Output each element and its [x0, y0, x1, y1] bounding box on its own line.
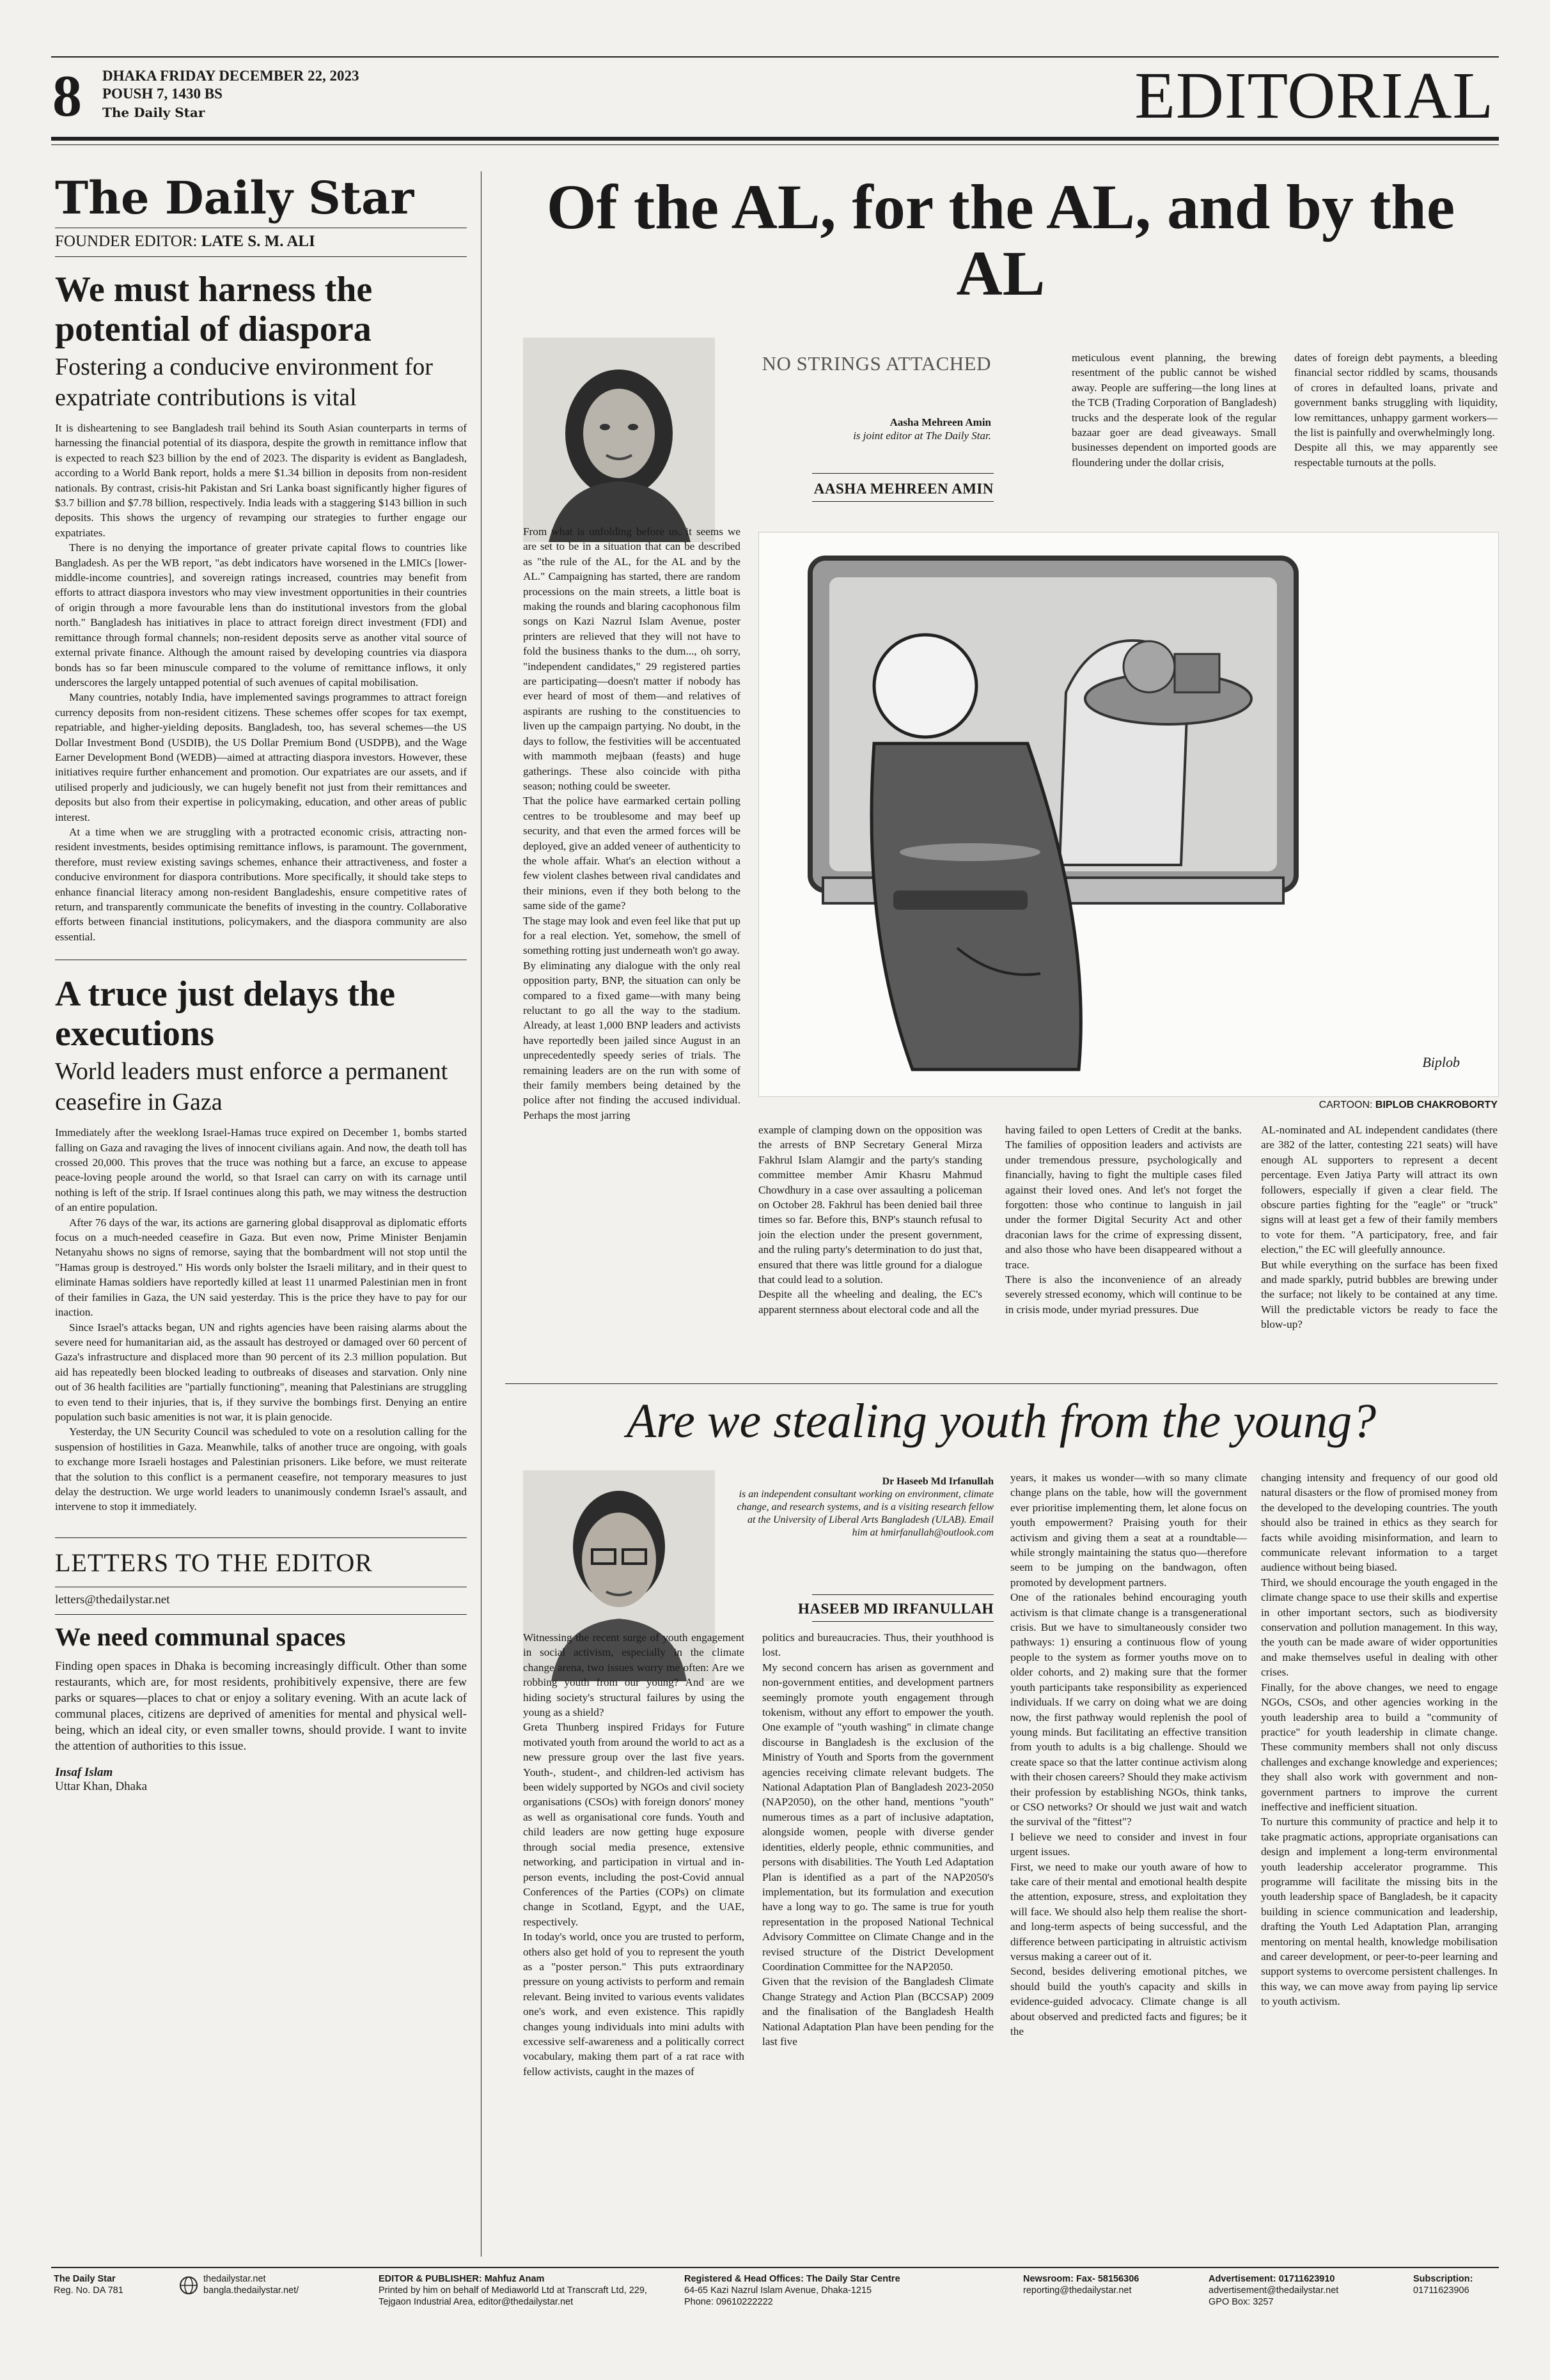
column-tag: NO STRINGS ATTACHED — [762, 352, 991, 375]
article-2-col-d — [1261, 1470, 1498, 2257]
author-bio-text: is an independent consultant working on environment, climate change, and research systems, and is a visiting research fellow at the University of Liberal Arts Bangladesh (ULAB). Email him at hmirfanullah@outlook.com — [737, 1489, 994, 1538]
cartoon-credit — [1215, 1100, 1498, 1111]
footer-editor-title: EDITOR & PUBLISHER: Mahfuz Anam — [379, 2274, 545, 2284]
editorial-2-subtitle: World leaders must enforce a permanent ceasefire in Gaza — [55, 1058, 448, 1116]
footer-ad-title: Advertisement: 01711623910 — [1209, 2274, 1335, 2284]
article-separator — [505, 1383, 1498, 1384]
footer-web-link[interactable]: thedailystar.net — [203, 2274, 266, 2284]
byline-haseeb: HASEEB MD IRFANULLAH — [797, 1601, 994, 1617]
article-text: dates of foreign debt payments, a bleeding financial sector riddled by scams, thousands of crores in defaulted loans, private and government banks struggling with liquidity, low remittances, unhappy garment workers—the list is painfully and overwhelmingly long. Despite all this, we may apparently see respectable turnouts at the polls. — [1294, 352, 1498, 469]
editorial-1-body — [55, 421, 467, 944]
editorial-paragraph: Since Israel's attacks began, UN and rights agencies have been raising alarms about the severe need for humanitarian aid, as the assault has destroyed or damaged over 60 percent of Gaza's infrastructure and displaced more than 90 percent of its 2.3 million population. But aid has repeatedly been blocked leading to outbreaks of diseases and starvation. Only nine out of 36 health facilities are "partially functioning", meaning that Palestinians are struggling to even tend to their injuries, that is, if they survive the bombings first. Denying an entire population such basic amenities is not war, it is plain genocide. — [55, 1321, 467, 1423]
article-1-headline: Of the AL, for the AL, and by the AL — [546, 171, 1455, 309]
editorial-paragraph: Many countries, notably India, have implemented savings programmes to attract foreign currency deposits from non-resident citizens. These schemes offer scopes for tax exempt, repatriable, and higher-yielding deposits. Bangladesh, too, has several schemes—the US Dollar Investment Bond (USDIB), the US Dollar Premium Bond (USDPB), and the Wage Earner Development Bond (WEDB)—aimed at attracting diaspora investors. However, these initiatives require further enhancement and promotion. Our expatriates are our assets, and if utilised properly and judiciously, we can hugely benefit not just from their remittances and deposits but also from their expertise in policymaking, education, and other areas of public interest. — [55, 691, 467, 823]
cartoon — [758, 532, 1499, 1097]
cartoon-illustration — [759, 533, 1498, 1096]
footer-newsroom — [1023, 2273, 1170, 2296]
left-column — [55, 173, 467, 2257]
author-bio-name: Aasha Mehreen Amin — [889, 416, 991, 428]
article-1-col-c-top — [1294, 350, 1498, 529]
footer-address: 64-65 Kazi Nazrul Islam Avenue, Dhaka-1215 — [684, 2285, 872, 2296]
footer-subscription — [1413, 2273, 1496, 2296]
editorial-paragraph: After 76 days of the war, its actions are garnering global disapproval as diplomatic efforts focus on a much-needed ceasefire in Gaza. But even now, Prime Minister Benjamin Netanyahu shows no signs of remorse, saying that the bombardment will not stop until the "Hamas group is destroyed." His words only bolster the Israeli military, and in their quest to eliminate Hamas soldiers have reportedly killed at least 11 unarmed Palestinian men in front of their families in Gaza, the UN said yesterday. This is the price they have to pay for our inaction. — [55, 1216, 467, 1319]
article-1-col-b2 — [758, 1123, 982, 1372]
article-text: years, it makes us wonder—with so many climate change plans on the table, how will the government ever prioritise implementing them, let alone focus on youth empowerment? Praising youth for their activism and giving them a seat at a roundtable—while strongly maintaining the status quo—therefore seem to be jumping on the bandwagon, often promoted by development partners. One of the rationales behind encouraging youth activism is that climate change is a transgenerational crisis. But we have to simultaneously consider two pathways: 1) ensuring a continuous flow of young people to the system as former youths move on to older cohorts, and 2) making sure that the former youth participants take responsibility as experienced individuals. If we carry on doing what we are doing now, the first pathway would replenish the pool of young minds. But facilitating an effective transition from youth to adults is a big challenge. Should we create space so that the latter continue activism along with their chosen careers? Should they make activism their profession by establishing NGOs, think tanks, or CSO networks? Or should we just wait and watch the survival of the "fittest"? I believe we need to consider and invest in four urgent issues. First, we need to make our youth aware of how to take care of their mental and emotional health despite the attention, exposure, stress, and exploitation they will face. We should also help them realise the short- and long-term aspects of being successful, and the difference between participating in altruistic activism versus making a career out of it. Second, besides delivering emotional pitches, we should build the youth's capacity and skills in evidence-guided advocacy. Climate change is all about observed and predicted facts and figures; be it the — [1010, 1472, 1247, 2038]
bengali-date: POUSH 7, 1430 BS — [102, 86, 223, 102]
cartoon-artist: BIPLOB CHAKROBORTY — [1375, 1100, 1498, 1110]
footer-bangla-link[interactable]: bangla.thedailystar.net/ — [203, 2285, 299, 2296]
letters-email-link[interactable]: letters@thedailystar.net — [55, 1592, 170, 1606]
editorial-paragraph: There is no denying the importance of greater private capital flows to countries like Bangladesh. As per the WB report, "as debt indicators have worsened in the LMICs [lower-middle-income countries], and sovereign ratings increased, countries may benefit from efforts to attract diaspora investors who may view investment opportunities in their countries of origin through a more favourable lens than do institutional investors from the global north." Bangladesh has initiatives in place to attract foreign direct investment (FDI) and remittance through formal channels; non-resident deposits serve as another vital source of external private finance. Although the amount raised by developing countries via diaspora bonds has so far been minuscule compared to the volume of remittance inflows, it only underscores the largely untapped potential of such avenues of capital mobilisation. — [55, 541, 467, 688]
editorial-paragraph: It is disheartening to see Bangladesh trail behind its South Asian counterparts in terms of harnessing the financial potential of its diaspora, despite the growth in remittance inflow that is expected to reach $23 billion by the end of 2023. The disparity is evident as Bangladesh, according to a World Bank report, holds a mere $1.34 billion in deposits from non-resident nationals. By contrast, crisis-hit Pakistan and Sri Lanka boast significantly higher figures of $3.7 billion and $7.78 billion, respectively. India leads with a staggering $143 billion in such deposits. This shows the urgency of revamping our strategies to further engage our expatriates. — [55, 422, 467, 539]
section-title: EDITORIAL — [1134, 59, 1494, 132]
byline-rule — [812, 501, 994, 502]
masthead-thin-rule — [51, 144, 1499, 145]
footer-offices-title: Registered & Head Offices: The Daily Star Centre — [684, 2274, 900, 2284]
article-2-col-a — [523, 1630, 744, 2257]
footer-ad-email[interactable]: advertisement@thedailystar.net — [1209, 2285, 1339, 2296]
footer-rule — [51, 2267, 1499, 2268]
article-text: having failed to open Letters of Credit at the banks. The families of opposition leaders and activists are under tremendous pressure, psychologically and financially, having to fight the multiple cases filed against their loved ones. And let's not forget the forgotten: those who continue to languish in jail under the former Digital Security Act and other draconian laws for the crime of expressing dissent, and also those who have been disappeared without a trace. There is also the inconvenience of an already severely stressed economy, which will continue to be in crisis mode, under myriad pressures. Due — [1005, 1124, 1242, 1316]
founder-name: LATE S. M. ALI — [201, 233, 315, 250]
author-bio-aasha — [742, 416, 991, 442]
article-1-col-c2 — [1005, 1123, 1242, 1372]
byline-aasha: AASHA MEHREEN AMIN — [813, 481, 994, 497]
article-text: example of clamping down on the opposition was the arrests of BNP Secretary General Mirza Fakhrul Islam Alamgir and the party's standing committee member Amir Khasru Mahmud Chowdhury in a case over assaulting a policeman on October 28. Fakhrul has been denied bail three times so far. Before this, BNP's staunch refusal to join the election under the present government, and the ruling party's determination to do just that, ensured that there was little ground for a dialogue that could lead to a solution. Despite all the wheeling and dealing, the EC's apparent sternness about electoral code and all the — [758, 1124, 982, 1316]
editorial-1-subtitle: Fostering a conducive environment for expatriate contributions is vital — [55, 354, 433, 411]
article-1-col-b-top — [1072, 350, 1276, 529]
footer-printer: Printed by him on behalf of Mediaworld Ltd at Transcraft Ltd, 229, — [379, 2285, 647, 2296]
footer-printer-address: Tejgaon Industrial Area, editor@thedailystar.net — [379, 2297, 574, 2307]
footer-advertisement — [1209, 2273, 1368, 2308]
editorial-paragraph: At a time when we are struggling with a protracted economic crisis, attracting non-resident investments, besides optimising remittance inflows, is paramount. The government, therefore, must review existing savings schemes, enhance their attractiveness, and foster a conducive environment for diaspora contributions. More specifically, it should take steps to enhance financial literacy among non-resident Bangladeshis, ensure competitive rates of return, and transparently communicate the benefits of investing in the country. Collaborative efforts between financial institutions, policymakers, and the diaspora community are also essential. — [55, 825, 467, 943]
founder-label: FOUNDER EDITOR: — [55, 233, 201, 250]
editorial-paragraph: Immediately after the weeklong Israel-Hamas truce expired on December 1, bombs started falling on Gaza and ravaging the lives of innocent civilians again. And now, the death toll has crossed 20,000. This proves that the truce was nothing but a farce, an excuse to appease peace-loving people around the world, so that Israel can carry on with its carnage until nothing is left of the strip. If Israel continues along this path, we may witness the destruction of an entire population. — [55, 1126, 467, 1214]
daily-star-logo: The Daily Star — [55, 173, 414, 224]
founder-line — [55, 231, 467, 253]
footer-phone: Phone: 09610222222 — [684, 2297, 773, 2307]
footer-po-box: GPO Box: 3257 — [1209, 2297, 1274, 2307]
letter-title: We need communal spaces — [55, 1622, 346, 1651]
editorial-1-title: We must harness the potential of diaspora — [55, 270, 373, 349]
byline-rule — [812, 1594, 994, 1595]
byline-rule — [812, 473, 994, 474]
author-photo-aasha — [523, 338, 715, 542]
footer-newsroom-email[interactable]: reporting@thedailystar.net — [1023, 2285, 1132, 2296]
page-number: 8 — [52, 63, 82, 128]
footer-reg: Reg. No. DA 781 — [54, 2285, 123, 2296]
footer-offices — [684, 2273, 927, 2308]
author-bio-name: Dr Haseeb Md Irfanullah — [882, 1476, 994, 1487]
letters-header: LETTERS TO THE EDITOR — [55, 1548, 373, 1577]
article-text: Witnessing the recent surge of youth engagement in social activism, especially in the climate change arena, two issues worry me often: Are we robbing youth from our young? And are we hiding society's structural failures by using the young as a shield? Greta Thunberg inspired Fridays for Future motivated youth from around the world to act as a new pressure group over the last five years. Youth-, student-, and children-led activism has been widely supported by NGOs and civil society organisations (CSOs) with foreign donors' money as well as organisational core funds. Youth and child leaders are now getting huge exposure through social media presence, extensive networking, and participation in virtual and in-person events, including the post-Covid annual Conferences of the Parties (COPs) on climate change in Scotland, Egypt, and the UAE, respectively. In today's world, once you are trusted to perform, others also get hold of you to represent the youth as a "poster person." This puts extraordinary pressure on young activists to perform and remain relevant. Being invited to various events validates one's work, and even existence. This rapidly changes young individuals into mini adults with excessive self-awareness and a politically correct vocabulary, making them part of a rat race with fellow activists, caught in the mazes of — [523, 1631, 744, 2078]
article-text: AL-nominated and AL independent candidates (there are 382 of the latter, contesting 221 seats) will have enough AL supporters to represent a decent percentage. Even Jatiya Party will attract its own followers, especially if given a clear field. The obscure parties fighting for the "eagle" or "truck" signs will at least get a few of their family members to vote for them. "A participatory, free, and fair election," the EC will gleefully announce. But while everything on the surface has been fixed and made sparkly, putrid bubbles are brewing under the surface; not likely to be contained at any time. Will the predictable victors be ready to face the blow-up? — [1261, 1124, 1498, 1331]
editorial-2-body — [55, 1125, 467, 1514]
article-text: politics and bureaucracies. Thus, their youthhood is lost. My second concern has arisen as government and non-government entities, and development partners seemingly promote youth engagement through tokenism, without any effort to empower the youth. One example of "youth washing" in climate change discourse in Bangladesh is the exclusion of the Ministry of Youth and Sports from the government agencies receiving climate relevant budgets. The National Adaptation Plan of Bangladesh 2023-2050 (NAP2050), on the other hand, mentions "youth" numerous times as a part of inclusive adaptation, alongside women, people with diverse gender identities, elderly people, ethnic communities, and persons with disabilities. The Youth Led Adaptation Plan is identified as a part of the NAP2050's implementation, but its formulation and execution have a long way to go. The same is true for youth representation in the proposed National Technical Advisory Committee on Climate Change and in the revised structure of the District Development Coordination Committee for the NAP2050. Given that the revision of the Bangladesh Climate Change Strategy and Action Plan (BCCSAP) 2009 and the finalisation of the Bangladesh Health National Adaptation Plan have been pending for the last five — [762, 1631, 994, 2048]
globe-icon — [179, 2276, 198, 2295]
article-2-col-c — [1010, 1470, 1247, 2257]
article-text: From what is unfolding before us, it seems we are set to be in a situation that can be described as "the rule of the AL, for the AL and by the AL." Campaigning has started, there are random processions on the main streets, a little boat is making the rounds and blaring cacophonous film songs on Kazi Nazrul Islam Avenue, poster printers are relieved that they will not have to fold the business thanks to the dum..., oh sorry, "independent candidates," 29 registered parties are participating—doesn't matter if nobody has ever heard of most of them—and relatives of aspirants are rushing to the constituencies to liven up the campaign partying. No doubt, in the days to follow, the festivities will be accentuated with mammoth mejbaan (feasts) and huge gatherings. These also coincide with pitha season; nothing could be sweeter. That the police have earmarked certain polling centres to be troublesome and may beef up security, and that even the armed forces will be deployed, give an added veneer of authenticity to the whole affair. What's an election without a few violent clashes between rival candidates and their minions, even if they both belong to the same side of the game? The stage may look and even feel like that put up for a real election. Yet, somehow, the smell of something rotting just underneath won't go away. By eliminating any dialogue with the only real opposition party, BNP, the situation can only be compared to a fixed game—with many being reluctant to go all the way to the stadium. Already, at least 1,000 BNP leaders and activists have reportedly been jailed since August in an unprecedentedly speedy series of trials. The remaining leaders are on the run with some of their family members being detained by the police after not finding the accused individual. Perhaps the most jarring — [523, 525, 740, 1121]
footer-sub-phone: 01711623906 — [1413, 2285, 1469, 2296]
article-2-headline: Are we stealing youth from the young? — [626, 1394, 1377, 1448]
editorial-2-title: A truce just delays the executions — [55, 974, 395, 1054]
article-1-col-d2 — [1261, 1123, 1498, 1372]
masthead-small-logo: The Daily Star — [102, 105, 205, 120]
byline-rule — [812, 1621, 994, 1622]
article-text: meticulous event planning, the brewing resentment of the public cannot be wished away. People are suffering—the long lines at the TCB (Trading Corporation of Bangladesh) trucks and the desperate look of the regular bazaar goer are dead giveaways. Small businesses dependent on imported goods are floundering under the dollar crisis, — [1072, 352, 1276, 469]
footer-paper — [54, 2273, 175, 2296]
footer-sub-title: Subscription: — [1413, 2274, 1473, 2284]
footer-web — [203, 2273, 357, 2296]
article-1-col-a — [523, 524, 740, 1374]
author-bio-text: is joint editor at The Daily Star. — [853, 430, 991, 442]
editorial-paragraph: Yesterday, the UN Security Council was scheduled to vote on a resolution calling for the suspension of hostilities in Gaza. Meanwhile, talks of another truce are ongoing, with goals to exchange more Israeli hostages and Palestinian prisoners. Like before, we must reiterate that the solution to this conflict is a permanent ceasefire, not temporary measures to just delay the destruction. We urge world leaders to unanimously condemn Israel's assault, and intervene to stop it immediately. — [55, 1426, 467, 1513]
article-text: changing intensity and frequency of our good old natural disasters or the flow of promised money from the developed to the developing countries. The youth should also be trained in ethics as they search for facts while avoiding misinformation, and learn to communicate relevant information to a target audience without being biased. Third, we should encourage the youth engaged in the climate change space to use their skills and expertise in other important sectors, such as biodiversity conservation and pollution management. In this way, the youth can be made aware of wider opportunities and make themselves useful in dealing with other crises. Finally, for the above changes, we need to engage NGOs, CSOs, and other agencies working in the youth leadership area to build a "community of practice" for youth leadership in climate change. These community members shall not only discuss challenges and exchange knowledge and experiences; they shall also work with government and non-government partners to improve the current ineffective and inefficient situation. To nurture this community of practice and help it to take pragmatic actions, appropriate organisations can design and implement a long-term environmental youth leadership accelerator programme. This programme will facilitate the missing bits in the youth leadership space of Bangladesh, be it capacity building in science communication and leadership, drafting the Youth Led Adaptation Plan, arranging mentoring on mental health, knowledge mobilisation and career development, or peer-to-peer learning and support systems to overcome persistent challenges. In this way, we can move away from paying lip service to youth activism. — [1261, 1472, 1498, 2008]
letter-location: Uttar Khan, Dhaka — [55, 1779, 148, 1793]
date-line: DHAKA FRIDAY DECEMBER 22, 2023 — [102, 68, 359, 84]
letter-body: Finding open spaces in Dhaka is becoming increasingly difficult. Other than some restaurants, which are, for most residents, prohibitively expensive, there are few parks or squares—places to chat or enjoy a solitary evening. With an acute lack of communal places, citizens are deprived of amenities for mental and physical well-being, which an ideal city, or even smaller towns, should provide. I want to invite the attention of authorities to this issue. — [55, 1659, 467, 1753]
footer-paper-name: The Daily Star — [54, 2274, 116, 2284]
footer-editor — [379, 2273, 647, 2308]
author-bio-haseeb — [735, 1475, 994, 1539]
cartoon-signature: Biplob — [1422, 1054, 1460, 1070]
cartoon-credit-label: CARTOON: — [1319, 1100, 1375, 1110]
article-2-col-b — [762, 1630, 994, 2257]
masthead-thick-rule — [51, 137, 1499, 141]
footer-newsroom-title: Newsroom: Fax- 58156306 — [1023, 2274, 1139, 2284]
letter-author: Insaf Islam — [55, 1765, 113, 1779]
